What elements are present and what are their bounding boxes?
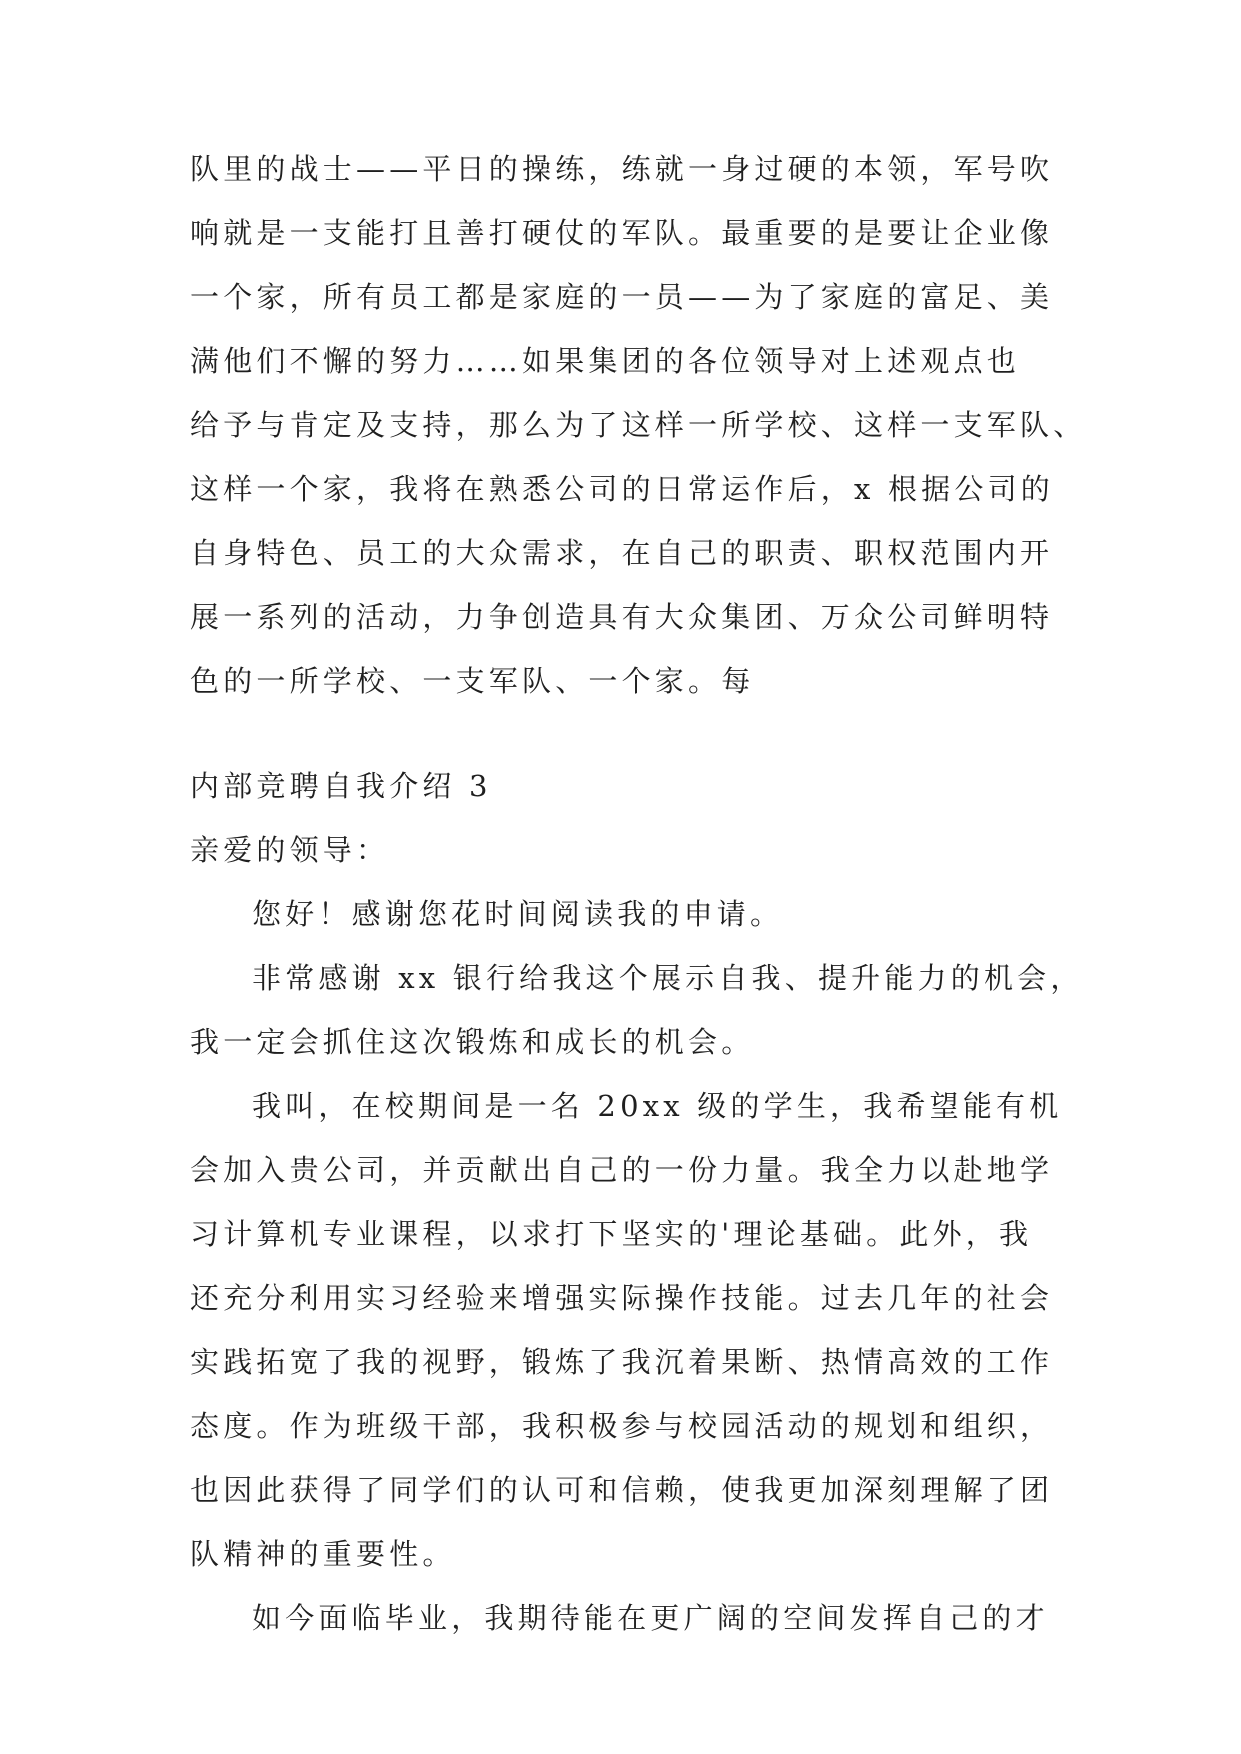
salutation: 亲爱的领导： — [190, 833, 390, 867]
text-line: 态度。作为班级干部，我积极参与校园活动的规划和组织， — [190, 1409, 1054, 1443]
text-line: 响就是一支能打且善打硬仗的军队。最重要的是要让企业像 — [190, 216, 1054, 250]
text-line: 我叫，在校期间是一名 20xx 级的学生，我希望能有机 — [252, 1089, 1063, 1123]
text-line: 展一系列的活动，力争创造具有大众集团、万众公司鲜明特 — [190, 600, 1054, 634]
greeting-line: 您好！感谢您花时间阅读我的申请。 — [252, 897, 784, 931]
text-line: 还充分利用实习经验来增强实际操作技能。过去几年的社会 — [190, 1281, 1054, 1315]
section-title: 内部竞聘自我介绍 3 — [190, 769, 492, 803]
text-line: 实践拓宽了我的视野，锻炼了我沉着果断、热情高效的工作 — [190, 1345, 1054, 1379]
text-line: 自身特色、员工的大众需求，在自己的职责、职权范围内开 — [190, 536, 1054, 570]
text-line: 这样一个家，我将在熟悉公司的日常运作后，x 根据公司的 — [190, 472, 1054, 506]
text-line: 队精神的重要性。 — [190, 1537, 456, 1571]
text-line: 如今面临毕业，我期待能在更广阔的空间发挥自己的才 — [252, 1601, 1049, 1635]
text-line: 一个家，所有员工都是家庭的一员——为了家庭的富足、美 — [190, 280, 1054, 314]
text-line: 色的一所学校、一支军队、一个家。每 — [190, 664, 755, 698]
text-line: 习计算机专业课程，以求打下坚实的'理论基础。此外，我 — [190, 1217, 1033, 1251]
text-line: 满他们不懈的努力……如果集团的各位领导对上述观点也 — [190, 344, 1021, 378]
text-line: 给予与肯定及支持，那么为了这样一所学校、这样一支军队、 — [190, 408, 1087, 442]
text-line: 我一定会抓住这次锻炼和成长的机会。 — [190, 1025, 755, 1059]
text-line: 队里的战士——平日的操练，练就一身过硬的本领，军号吹 — [190, 152, 1054, 186]
text-line: 非常感谢 xx 银行给我这个展示自我、提升能力的机会， — [252, 961, 1084, 995]
text-line: 也因此获得了同学们的认可和信赖，使我更加深刻理解了团 — [190, 1473, 1054, 1507]
text-line: 会加入贵公司，并贡献出自己的一份力量。我全力以赴地学 — [190, 1153, 1054, 1187]
